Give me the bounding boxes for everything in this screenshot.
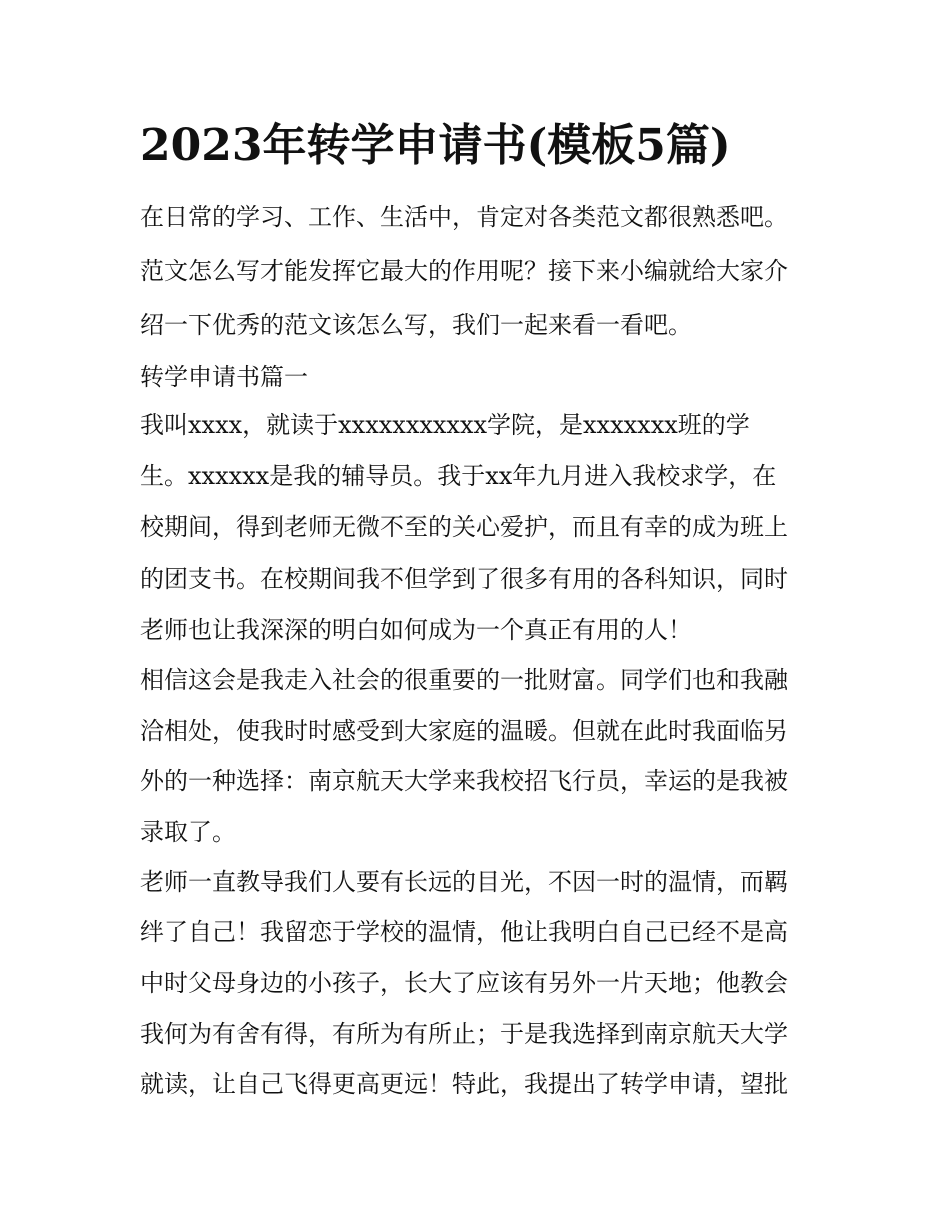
intro-line-3: 绍一下优秀的范文该怎么写，我们一起来看一看吧。: [140, 311, 692, 339]
body-line: 就读，让自己飞得更高更远！特此，我提出了转学申请，望批: [140, 1070, 788, 1098]
body-line: 生。xxxxxx是我的辅导员。我于xx年九月进入我校求学，在: [140, 462, 777, 490]
body-line: 录取了。: [140, 818, 236, 846]
body-line: 我何为有舍有得，有所为有所止；于是我选择到南京航天大学: [140, 1020, 788, 1048]
body-line: 老师一直教导我们人要有长远的目光，不因一时的温情，而羁: [140, 868, 788, 896]
body-line: 中时父母身边的小孩子，长大了应该有另外一片天地；他教会: [140, 969, 788, 997]
intro-line-2: 范文怎么写才能发挥它最大的作用呢？接下来小编就给大家介: [140, 257, 788, 285]
document-title: 2023年转学申请书(模板5篇): [140, 120, 731, 171]
body-line: 洽相处，使我时时感受到大家庭的温暖。但就在此时我面临另: [140, 717, 788, 745]
body-line: 校期间，得到老师无微不至的关心爱护，而且有幸的成为班上: [140, 513, 788, 541]
body-line: 绊了自己！我留恋于学校的温情，他让我明白自己已经不是高: [140, 918, 788, 946]
intro-line-1: 在日常的学习、工作、生活中，肯定对各类范文都很熟悉吧。: [140, 203, 788, 231]
body-line: 我叫xxxx，就读于xxxxxxxxxxx学院，是xxxxxxx班的学: [140, 411, 750, 439]
body-line: 老师也让我深深的明白如何成为一个真正有用的人！: [140, 616, 692, 644]
body-line: 相信这会是我走入社会的很重要的一批财富。同学们也和我融: [140, 666, 788, 694]
body-line: 的团支书。在校期间我不但学到了很多有用的各科知识，同时: [140, 565, 788, 593]
body-line: 外的一种选择：南京航天大学来我校招飞行员，幸运的是我被: [140, 767, 788, 795]
section-heading: 转学申请书篇一: [140, 363, 308, 391]
